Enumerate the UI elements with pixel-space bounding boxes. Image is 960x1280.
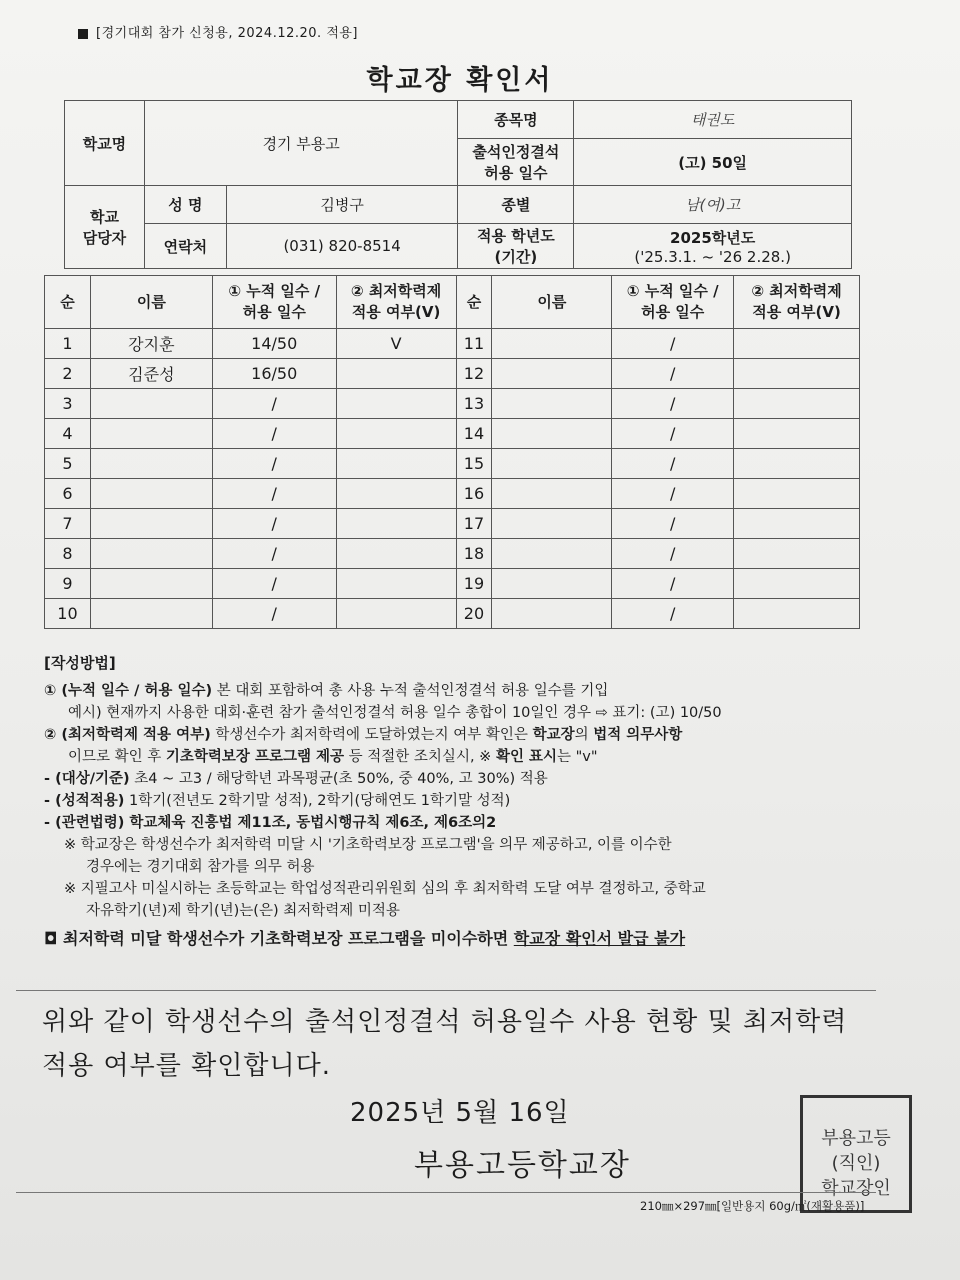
row-check-left: [336, 389, 456, 419]
row-check-right: [734, 599, 860, 629]
detail-target-heading: - (대상/기준): [44, 771, 130, 787]
days-header-right-line2: 허용 일수: [641, 303, 705, 321]
square-bullet-icon: [78, 29, 88, 39]
document-title: 학교장 확인서: [366, 65, 554, 96]
year-label-line2: (기간): [494, 248, 538, 266]
row-name-right: [492, 419, 612, 449]
table-row: [45, 449, 860, 479]
row-days-left: /: [212, 539, 336, 569]
instruction-2-cont: [44, 746, 894, 768]
instruction-1-example: 예시) 현재까지 사용한 대회·훈련 참가 출석인정결석 허용 일수 총합이 10일인 경우 ⇨ 표기: (고) 10/50: [68, 705, 722, 721]
manager-label: [65, 186, 145, 269]
instruction-2-bold-a: 학교장: [532, 727, 575, 743]
instruction-2-cont-bold-b: 확인 표시: [495, 749, 558, 765]
student-table: [44, 275, 860, 629]
instructions-title: [작성방법]: [44, 654, 116, 672]
row-no-right: 16: [456, 479, 492, 509]
issue-date: 2025년 5월 16일: [350, 1098, 570, 1128]
instruction-2-bold-b: 법적 의무사항: [593, 727, 683, 743]
name-label: 성 명: [144, 186, 226, 224]
event-value: 태권도: [574, 101, 852, 139]
instruction-1: [44, 680, 894, 702]
manager-label-line2: 담당자: [82, 229, 127, 247]
note-1-cont: 경우에는 경기대회 참가를 의무 허용: [86, 859, 315, 875]
row-check-left: [336, 479, 456, 509]
row-name-left: [90, 509, 212, 539]
row-check-left: [336, 509, 456, 539]
row-name-left: [90, 419, 212, 449]
name-header-left: 이름: [90, 276, 212, 329]
instruction-1-heading: ① (누적 일수 / 허용 일수): [44, 683, 213, 699]
table-row: [45, 539, 860, 569]
school-label: 학교명: [65, 101, 145, 186]
table-row: [45, 419, 860, 449]
year-value-line2: ('25.3.1. ~ '26 2.28.): [634, 247, 791, 266]
type-value: 남(여)고: [574, 186, 852, 224]
final-warning-underlined: 학교장 확인서 발급 불가: [513, 929, 686, 948]
row-check-right: [734, 419, 860, 449]
days-header-right-line1: ① 누적 일수 /: [626, 282, 719, 300]
row-days-right: /: [612, 599, 734, 629]
divider: [16, 990, 876, 991]
principal-name: 부용고등학교장: [414, 1148, 631, 1183]
check-header-right-line1: ② 최저학력제: [751, 282, 842, 300]
table-row: [45, 599, 860, 629]
row-name-right: [492, 599, 612, 629]
row-check-left: [336, 449, 456, 479]
year-label-line1: 적용 학년도: [477, 227, 555, 245]
row-name-right: [492, 389, 612, 419]
table-row: [45, 389, 860, 419]
row-days-left: 16/50: [212, 359, 336, 389]
confirmation-text: 위와 같이 학생선수의 출석인정결석 허용일수 사용 현황 및 최저학력 적용 여부를 확인합니다.: [42, 1007, 848, 1081]
footer-divider: [16, 1192, 876, 1193]
detail-law-text: 학교체육 진흥법 제11조, 동법시행규칙 제6조, 제6조의2: [124, 815, 497, 831]
instructions-section: [44, 652, 894, 950]
table-row: [45, 509, 860, 539]
row-no-right: 15: [456, 449, 492, 479]
year-value-line1: 2025학년도: [670, 228, 756, 247]
detail-grades-heading: - (성적적용): [44, 793, 125, 809]
instruction-2-heading: ② (최저학력제 적용 여부): [44, 727, 211, 743]
row-no-right: 14: [456, 419, 492, 449]
row-days-right: /: [612, 449, 734, 479]
info-table: [64, 100, 852, 269]
row-name-left: [90, 569, 212, 599]
row-check-right: [734, 449, 860, 479]
row-check-left: V: [336, 329, 456, 359]
row-name-left: 김준성: [90, 359, 212, 389]
detail-law: [44, 812, 894, 834]
contact-value: (031) 820-8514: [226, 224, 458, 269]
check-header-right: [734, 276, 860, 329]
row-check-right: [734, 509, 860, 539]
row-no-left: 5: [45, 449, 91, 479]
manager-label-line1: 학교: [89, 208, 119, 226]
paper-spec: 210㎜×297㎜[일반용지 60g/㎡(재활용품)]: [640, 1199, 865, 1213]
year-label: [458, 224, 574, 269]
detail-target-text: 초4 ~ 고3 / 해당학년 과목평균(초 50%, 중 40%, 고 30%) 적용: [129, 771, 548, 787]
row-no-left: 2: [45, 359, 91, 389]
row-check-left: [336, 569, 456, 599]
days-header-left-line1: ① 누적 일수 /: [228, 282, 321, 300]
absence-label-line1: 출석인정결석: [472, 143, 560, 161]
detail-law-heading: - (관련법령): [44, 815, 125, 831]
row-name-right: [492, 479, 612, 509]
instruction-2-text-a: 학생선수가 최저학력에 도달하였는지 여부 확인은: [210, 727, 533, 743]
row-no-right: 13: [456, 389, 492, 419]
row-no-right: 18: [456, 539, 492, 569]
row-check-left: [336, 599, 456, 629]
instruction-2-text-b: 의: [574, 727, 594, 743]
final-warning-text: 최저학력 미달 학생선수가 기초학력보장 프로그램을 미이수하면: [57, 929, 514, 948]
name-value: 김병구: [226, 186, 458, 224]
school-value: 경기 부용고: [144, 101, 458, 186]
row-no-right: 11: [456, 329, 492, 359]
row-name-left: [90, 599, 212, 629]
type-label: 종별: [458, 186, 574, 224]
check-header-left-line2: 적용 여부(V): [351, 303, 441, 321]
no-header-left: 순: [45, 276, 91, 329]
row-no-right: 20: [456, 599, 492, 629]
row-days-right: /: [612, 329, 734, 359]
detail-grades-text: 1학기(전년도 2학기말 성적), 2학기(당해연도 1학기말 성적): [124, 793, 511, 809]
row-no-left: 6: [45, 479, 91, 509]
check-header-left-line1: ② 최저학력제: [350, 282, 442, 300]
row-days-left: /: [212, 449, 336, 479]
row-name-right: [492, 539, 612, 569]
row-no-right: 17: [456, 509, 492, 539]
table-row: [45, 569, 860, 599]
row-days-right: /: [612, 479, 734, 509]
row-check-right: [734, 329, 860, 359]
days-header-right: [612, 276, 734, 329]
instruction-2: [44, 724, 894, 746]
row-days-right: /: [612, 539, 734, 569]
detail-target: [44, 768, 894, 790]
absence-value: (고) 50일: [574, 139, 852, 186]
instruction-2-cont-bold-a: 기초학력보장 프로그램 제공: [165, 749, 345, 765]
event-label: 종목명: [458, 101, 574, 139]
row-name-left: [90, 449, 212, 479]
row-name-right: [492, 359, 612, 389]
instruction-2-cont-text-a: 이므로 확인 후: [68, 749, 166, 765]
row-days-right: /: [612, 509, 734, 539]
note-1: ※ 학교장은 학생선수가 최저학력 미달 시 '기초학력보장 프로그램'을 의무 제공하고, 이를 이수한: [64, 837, 672, 853]
row-no-right: 19: [456, 569, 492, 599]
row-check-right: [734, 539, 860, 569]
row-days-left: /: [212, 569, 336, 599]
row-check-left: [336, 539, 456, 569]
row-check-left: [336, 419, 456, 449]
row-check-right: [734, 389, 860, 419]
table-row: [45, 329, 860, 359]
row-no-left: 10: [45, 599, 91, 629]
days-header-left: [212, 276, 336, 329]
row-no-left: 7: [45, 509, 91, 539]
instruction-1-text: 본 대회 포함하여 총 사용 누적 출석인정결석 허용 일수를 기입: [212, 683, 609, 699]
year-value: [574, 224, 852, 269]
note-2-cont: 자유학기(년)제 학기(년)는(은) 최저학력제 미적용: [86, 903, 400, 919]
warning-box-icon: ◘: [44, 929, 58, 948]
row-name-right: [492, 449, 612, 479]
row-no-right: 12: [456, 359, 492, 389]
row-name-left: [90, 479, 212, 509]
instruction-2-cont-text-c: 는 "v": [557, 749, 598, 765]
days-header-left-line2: 허용 일수: [242, 303, 306, 321]
row-no-left: 1: [45, 329, 91, 359]
table-row: [45, 479, 860, 509]
row-days-left: /: [212, 389, 336, 419]
row-name-left: 강지훈: [90, 329, 212, 359]
row-name-left: [90, 539, 212, 569]
seal-line1: 부용고등: [821, 1128, 891, 1149]
row-check-left: [336, 359, 456, 389]
row-days-left: /: [212, 509, 336, 539]
row-name-right: [492, 509, 612, 539]
row-days-left: /: [212, 599, 336, 629]
row-days-right: /: [612, 569, 734, 599]
row-days-left: /: [212, 419, 336, 449]
official-seal: [800, 1095, 912, 1213]
row-check-right: [734, 479, 860, 509]
row-days-right: /: [612, 389, 734, 419]
contact-label: 연락처: [144, 224, 226, 269]
no-header-right: 순: [456, 276, 492, 329]
final-warning: [44, 928, 894, 950]
table-row: [45, 359, 860, 389]
header-note-text: [경기대회 참가 신청용, 2024.12.20. 적용]: [96, 26, 359, 41]
row-no-left: 9: [45, 569, 91, 599]
check-header-right-line2: 적용 여부(V): [752, 303, 841, 321]
row-check-right: [734, 569, 860, 599]
row-name-right: [492, 329, 612, 359]
instruction-2-cont-text-b: 등 적절한 조치실시, ※: [344, 749, 496, 765]
seal-line3: 학교장인: [821, 1178, 891, 1199]
seal-line2: (직인): [831, 1153, 881, 1174]
row-name-left: [90, 389, 212, 419]
absence-label: [458, 139, 574, 186]
row-no-left: 3: [45, 389, 91, 419]
note-2: ※ 지필고사 미실시하는 초등학교는 학업성적관리위원회 심의 후 최저학력 도달 여부 결정하고, 중학교: [64, 881, 706, 897]
row-days-left: 14/50: [212, 329, 336, 359]
absence-label-line2: 허용 일수: [484, 164, 548, 182]
row-days-left: /: [212, 479, 336, 509]
row-no-left: 4: [45, 419, 91, 449]
row-name-right: [492, 569, 612, 599]
name-header-right: 이름: [492, 276, 612, 329]
row-no-left: 8: [45, 539, 91, 569]
detail-grades: [44, 790, 894, 812]
row-days-right: /: [612, 419, 734, 449]
header-note: [78, 22, 358, 41]
row-days-right: /: [612, 359, 734, 389]
row-check-right: [734, 359, 860, 389]
check-header-left: [336, 276, 456, 329]
